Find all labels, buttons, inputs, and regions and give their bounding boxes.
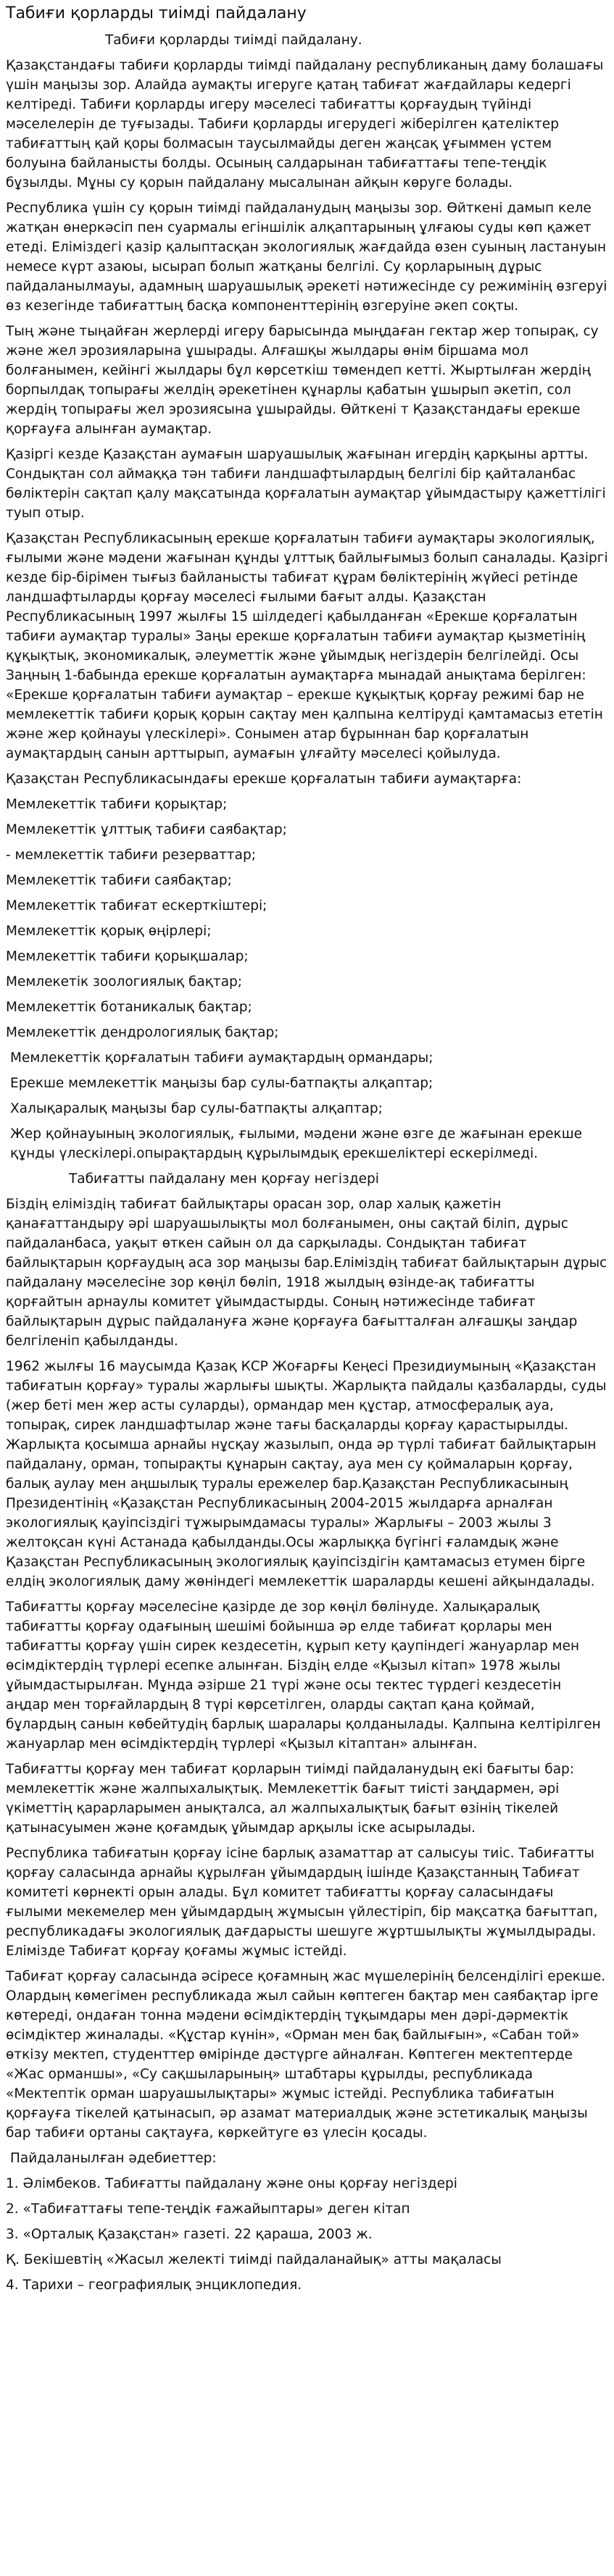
paragraph: Біздің еліміздің табиғат байлықтары орасан зор, олар халық қажетін қанағаттандыру әрі шаруашылықты мол болғанымен, оны сақтай біліп, дұрыс пайдаланбаса, уақыт өткен сайын ол да сарқылады. Сондықтан табиғат байлықтарын қорғаудың аса зор маңызы бар.Еліміздің табиғат байлықтарын дұрыс пайдалану мәселесіне зор көңіл бөліп, 1918 жылдың өзінде-ақ табиғатты қорғайтын арнаулы комитет ұйымдастырды. Соның нәтижесінде табиғат байлықтарын дұрыс пайдалануға және қорғауға бағытталған алғашқы заңдар белгіленіп қабылданды. [6, 1197, 607, 1349]
list-item: Мемлекеттік табиғи қорықтар; [6, 797, 228, 812]
paragraph: Қазіргі кезде Қазақстан аумағын шаруашылық жағынан игердің қарқыны артты. Сондықтан сол аймаққа тән табиғи ландшафтылардың белгілі бір қайталанбас бөліктерін сақтап қалу мақсатында қорғалатын аумақтар ұйымдастыру қажеттілігі туып отыр. [6, 447, 606, 521]
protected-areas-list [6, 795, 608, 1163]
list-item: - мемлекеттік табиғи резерваттар; [6, 848, 256, 863]
reference-item: 3. «Орталық Қазақстан» газеті. 22 қараша, 2003 ж. [6, 2227, 373, 2242]
list-item: Ерекше мемлекеттік маңызы бар сулы-батпақты алқаптар; [10, 1076, 433, 1091]
list-item: Мемлекеттік қорғалатын табиғи аумақтардың ормандары; [10, 1050, 433, 1066]
section-heading: Табиғатты пайдалану мен қорғау негіздері [69, 1171, 379, 1187]
document-subtitle: Табиғи қорларды тиімді пайдалану. [105, 33, 362, 48]
list-intro: Қазақстан Республикасындағы ерекше қорғалатын табиғи аумақтарға: [6, 771, 522, 787]
paragraph: Табиғат қорғау саласында әсіресе қоғамның жас мүшелерінің белсенділігі ерекше. Олардың көмегімен республикада жыл сайын көптеген бақтар мен саябақтар ірге көтереді, ондаған тонна мәдени өсімдіктердің тұқымдары мен дәрі-дәрмектік өсімдіктер жиналады. «Құстар күнін», «Орман мен бақ байлығын», «Сабан той» өткізу мектеп, студенттер өмірінде дәстүрге айналған. Көптеген мектептерде «Жас орманшы», «Су сақшыларының» штабтары құрылды, республикада «Мектептік орман шаруашылықтары» жұмыс істейді. Республика табиғатын қорғауға тікелей қатынасып, әр азамат материалдық және эстетикалық маңызы бар табиғи ортаны сақтауға, көркейтуге өз үлесін қосады. [6, 1969, 606, 2141]
references-list [6, 2174, 608, 2295]
list-item: Халықаралық маңызы бар сулы-батпақты алқаптар; [10, 1101, 383, 1116]
references-heading: Пайдаланылған әдебиеттер: [10, 2151, 217, 2166]
paragraph: Республика үшін су қорын тиімді пайдаланудың маңызы зор. Өйткені дамып келе жатқан өнеркәсіп пен суармалы егіншілік алқаптарының ұлғаюы суды көп қажет етеді. Еліміздегі қазір қалыптасқан экологиялық жағдайда өзен суының ластануын немесе күрт азаюы, ысырап болып жатқаны белгілі. Су қорларының дұрыс пайдаланылмауы, адамның шаруашылық әрекеті нәтижесінде су режимінің өзгеруі өз кезегінде табиғаттың басқа компоненттерінің өзгеруіне әкеп соқты. [6, 201, 607, 314]
reference-item: Қ. Бекішевтің «Жасыл желекті тиімді пайдаланайық» атты мақаласы [6, 2252, 502, 2267]
list-item: Мемлекеттік табиғи қорықшалар; [6, 949, 249, 964]
list-item: Мемлекеттік қорық өңірлері; [6, 924, 212, 939]
list-item: Мемлекеттік ұлттық табиғи саябақтар; [6, 822, 287, 837]
paragraph: 1962 жылғы 16 маусымда Қазақ КСР Жоғарғы Кеңесі Президиумының «Қазақстан табиғатын қорғау» туралы жарлығы шықты. Жарлықта пайдалы қазбаларды, суды (жер беті мен жер асты суларды), ормандар мен құстар, атмосфералық ауа, топырақ, сирек ландшафтылар және тағы басқаларды қорғау қарастырылды. Жарлықта қосымша арнайы нұсқау жазылып, онда әр түрлі табиғат байлықтарын пайдалану, орман, топырақты құнарын сақтау, ауа мен су қоймаларын қорғау, балық аулау мен аңшылық туралы ережелер бар.Қазақстан Республикасының Президентінің «Қазақстан Республикасының 2004-2015 жылдарға арналған экологиялық қауіпсіздігі тұжырымдамасы туралы» Жарлығы – 2003 жылы 3 желтоқсан күні Астанада қабылданды.Осы жарлыққа бүгінгі ғаламдық және Қазақстан Республикасының экологиялық қауіпсіздігін қамтамасыз етумен бірге елдің экологиялық даму жөніндегі мемлекеттік шараларды кешені айқындалады. [6, 1359, 607, 1589]
paragraph: Тың және тыңайған жерлерді игеру барысында мыңдаған гектар жер топырақ, су және жел эрозияларына ұшырады. Алғашқы жылдары өнім біршама мол болғанымен, кейінгі жылдары бұл көрсеткіш төмендеп кетті. Жыртылған жердің борпылдақ топырағы желдің әрекетінен құнарлы қабатын ұшырып әкетіп, сол жердің топырағы жел эрозиясына ұшырайды. Өйткені т Қазақстандағы ерекше қорғауға алынған аумақтар. [6, 324, 599, 437]
paragraph: Табиғатты қорғау мен табиғат қорларын тиімді пайдаланудың екі бағыты бар: мемлекеттік және жалпыхалықтық. Мемлекеттік бағыт тиісті заңдармен, әрі үкіметтің қарарларымен анықталса, ал жалпыхалықтық бағыт өзінің тікелей қатынасуымен және қоғамдық ұйымдар арқылы іске асырылады. [6, 1762, 575, 1836]
list-item: Жер қойнауының экологиялық, ғылыми, мәдени және өзге де жағынан ерекше құнды үлескілері.опырақтардың құрылымдық ерекшеліктері ескерілмеді. [10, 1126, 583, 1161]
list-item: Мемлекеттік дендрологиялық бақтар; [6, 1025, 279, 1040]
paragraph: Қазақстан Республикасының ерекше қорғалатын табиғи аумақтары экологиялық, ғылыми және мәдени жағынан құнды ұлттық байлығымыз болып саналады. Қазіргі кезде бір-бірімен тығыз байланысты табиғат құрам бөліктерінің жүйесі ретінде ландшафтыларды қорғау мәселесі ғылыми бағыт алды. Қазақстан Республикасының 1997 жылғы 15 шілдедегі қабылданған «Ерекше қорғалатын табиғи аумақтар туралы» Заңы ерекше қорғалатын табиғи аумақтар қызметінің құқықтық, экономикалық, әлеуметтік және ұйымдық негіздерін белгілейді. Осы Заңның 1-бабында ерекше қорғалатын аумақтарға мынадай анықтама берілген: «Ерекше қорғалатын табиғи аумақтар – ерекше құқықтық қорғау режимі бар не мемлекеттік табиғи қорық қорын сақтау мен қалпына келтіруді қамтамасыз ететін және жер қойнауы үлескілері». Сонымен атар бұрыннан бар қорғалатын аумақтардың санын арттырып, аумағын ұлғайту мәселесі қойылуда. [6, 531, 608, 761]
reference-item: 2. «Табиғаттағы тепе-теңдік ғажайыптары» деген кітап [6, 2201, 410, 2217]
paragraph: Республика табиғатын қорғау ісіне барлық азаматтар ат салысуы тиіс. Табиғатты қорғау саласында арнайы құрылған ұйымдардың ішінде Қазақстанның Табиғат комитеті көрнекті орын алады. Бұл комитет табиғатты қорғау саласындағы ғылыми мекемелер мен ұйымдардың жұмысын үйлестіріп, бір мақсатқа бағыттап, республикадағы экологиялық дағдарысты шешуге жұртшылықты жұмылдырады. Елімізде Табиғат қорғау қоғамы жұмыс істейді. [6, 1846, 598, 1959]
list-item: Мемлекеттік табиғи саябақтар; [6, 873, 232, 888]
reference-item: 4. Тарихи – географиялық энциклопедия. [6, 2278, 302, 2293]
list-item: Мемлекеттік ботаникалық бақтар; [6, 1000, 252, 1015]
paragraph: Қазақстандағы табиғи қорларды тиімді пайдалану республиканың даму болашағы үшін маңызы зор. Алайда аумақты игеруге қатаң табиғат жағдайлары кедергі келтіреді. Табиғи қорларды игеру мәселесі табиғатты қорғаудың түйінді мәселелерін де туғызады. Табиғи қорларды игерудегі жіберілген қателіктер табиғаттың қай қоры болмасын таусылмайды деген жаңсақ ұғыммен үстем болуына байланысты болды. Осының салдарынан табиғаттағы тепе-теңдік бұзылды. Мұны су қорын пайдалану мысалынан айқын көруге болады. [6, 58, 604, 191]
paragraph: Табиғатты қорғау мәселесіне қазірде де зор көңіл бөлінуде. Халықаралық табиғатты қорғау одағының шешімі бойынша әр елде табиғат қорлары мен табиғатты қорғау үшін сирек кездесетін, құрып кету қаупіндегі жануарлар мен өсімдіктердің түрлері есепке алынған. Біздің елде «Қызыл кітап» 1978 жылы ұйымдастырылған. Мұнда әзірше 21 түрі және осы тектес түрдегі кездесетін аңдар мен торғайлардың 8 түрі көрсетілген, оларды сақтап қана қоймай, бұлардың санын көбейтудің барлық шаралары қолданылады. Қалпына келтірілген жануарлар мен өсімдіктердің түрлері «Қызыл кітаптан» алынған. [6, 1599, 601, 1752]
document-title: Табиғи қорларды тиімді пайдалану [6, 4, 307, 22]
list-item: Мемлекетік зоологиялық бақтар; [6, 974, 243, 990]
list-item: Мемлекеттік табиғат ескерткіштері; [6, 898, 267, 913]
reference-item: 1. Әлімбеков. Табиғатты пайдалану және оны қорғау негіздері [6, 2176, 457, 2191]
